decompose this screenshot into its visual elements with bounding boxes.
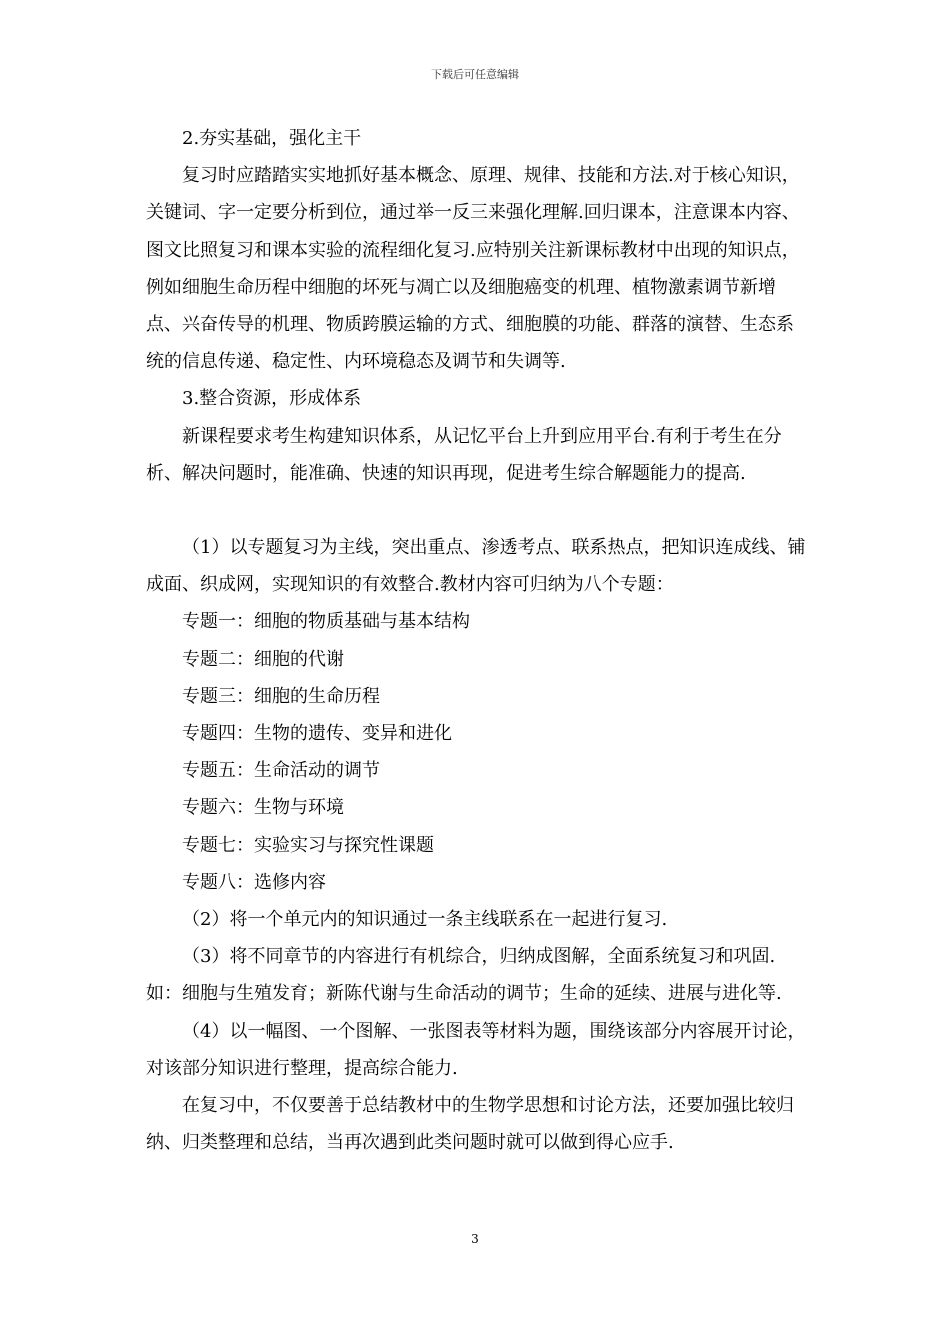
page-number: 3 xyxy=(471,1232,479,1246)
section-3-body: 新课程要求考生构建知识体系，从记忆平台上升到应用平台.有利于考生在分析、解决问题时，能准确、快速的知识再现，促进考生综合解题能力的提高. xyxy=(146,425,782,484)
topic-item: 专题四：生物的遗传、变异和进化 xyxy=(182,723,452,745)
topic-item: 专题七：实验实习与探究性课题 xyxy=(182,834,434,856)
paragraph-4: （4）以一幅图、一个图解、一张图表等材料为题，围绕该部分内容展开讨论，对该部分知识进行整理，提高综合能力. xyxy=(146,1020,806,1079)
topic-item: 专题八：选修内容 xyxy=(182,871,326,893)
topic-item: 专题五：生命活动的调节 xyxy=(182,760,380,782)
section-2-body: 复习时应踏踏实实地抓好基本概念、原理、规律、技能和方法.对于核心知识，关键词、字一定要分析到位，通过举一反三来强化理解.回归课本，注意课本内容、图文比照复习和课本实验的流程细化复习.应特别关注新课标教材中出现的知识点，例如细胞生命历程中细胞的坏死与凋亡以及细胞癌变的机理、植物激素调节新增点、兴奋传导的机理、物质跨膜运输的方式、细胞膜的功能、群落的演替、生态系统的信息传递、稳定性、内环境稳态及调节和失调等. xyxy=(146,165,800,373)
spacer xyxy=(146,492,806,529)
section-3-title: 3.整合资源，形成体系 xyxy=(182,388,362,410)
closing-paragraph: 在复习中，不仅要善于总结教材中的生物学思想和讨论方法，还要加强比较归纳、归类整理和总结，当再次遇到此类问题时就可以做到得心应手. xyxy=(146,1095,794,1154)
paragraph-1: （1）以专题复习为主线，突出重点、渗透考点、联系热点，把知识连成线、铺成面、织成网，实现知识的有效整合.教材内容可归纳为八个专题： xyxy=(146,537,806,596)
page-header: 下载后可任意编辑 xyxy=(431,68,519,81)
document-body xyxy=(146,120,806,1161)
topic-item: 专题六：生物与环境 xyxy=(182,797,344,819)
section-2-title: 2.夯实基础，强化主干 xyxy=(182,128,362,149)
topic-item: 专题一：细胞的物质基础与基本结构 xyxy=(182,611,470,633)
topic-item: 专题二：细胞的代谢 xyxy=(182,648,344,670)
topic-item: 专题三：细胞的生命历程 xyxy=(182,685,380,707)
paragraph-3: （3）将不同章节的内容进行有机综合，归纳成图解，全面系统复习和巩固.如：细胞与生殖发育；新陈代谢与生命活动的调节；生命的延续、进展与进化等. xyxy=(146,946,782,1005)
paragraph-2: （2）将一个单元内的知识通过一条主线联系在一起进行复习. xyxy=(182,909,668,931)
